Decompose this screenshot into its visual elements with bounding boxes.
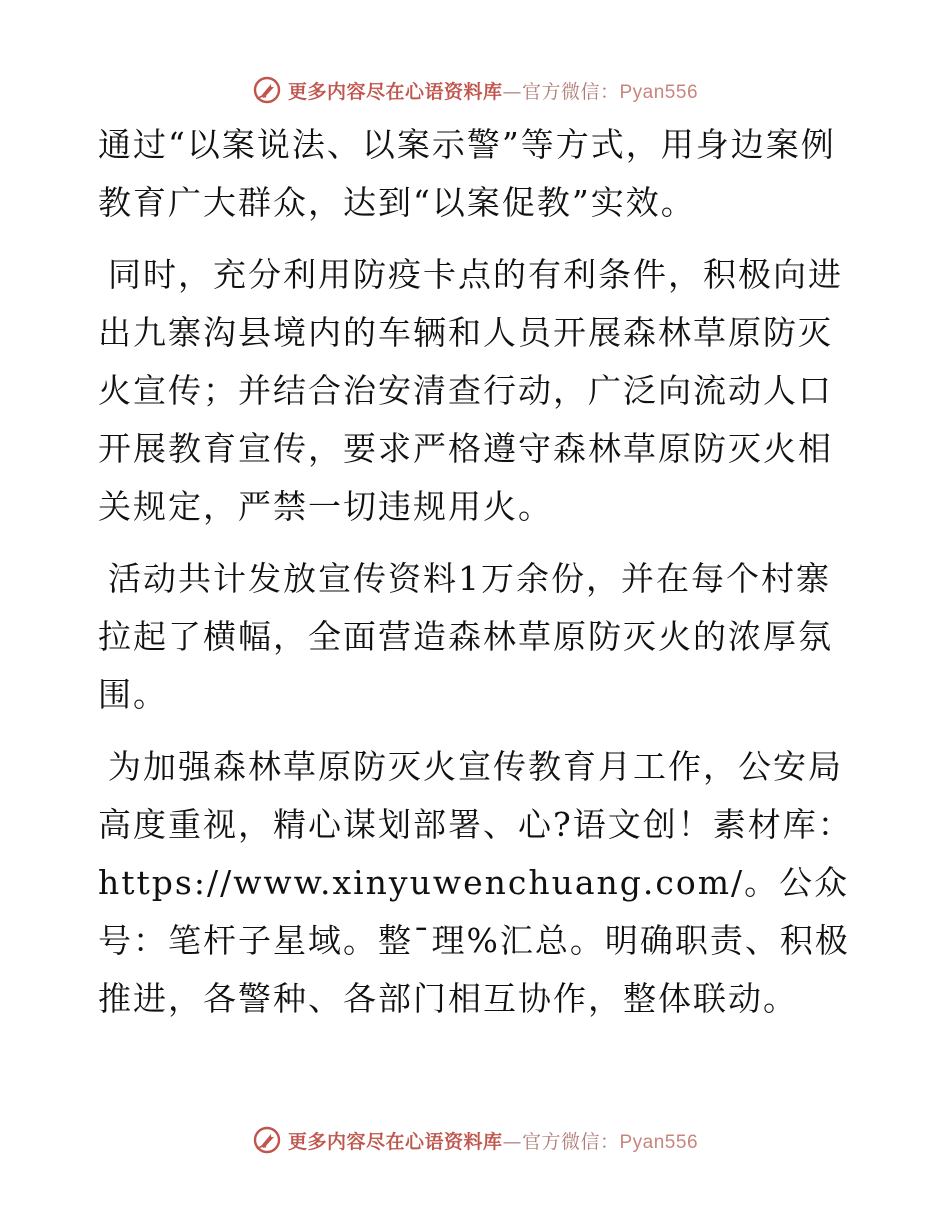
- watermark-brand: 更多内容尽在心语资料库: [287, 80, 503, 103]
- pen-nib-circle-icon: [252, 75, 282, 105]
- watermark-separator: —: [502, 1130, 522, 1153]
- paragraph-4: 为加强森林草原防灭火宣传教育月工作，公安局高度重视，精心谋划部署、心?语文创！素材库：https://www.xinyuwenchuang.com/。公众号：笔杆子星域。整¯理%汇总。明确职责、积极推进，各警种、各部门相互协作，整体联动。: [98, 747, 853, 1018]
- document-body: [98, 116, 858, 1042]
- footer-watermark: [0, 1122, 950, 1158]
- header-watermark: [0, 72, 950, 108]
- paragraph-2: 同时，充分利用防疫卡点的有利条件，积极向进出九寨沟县境内的车辆和人员开展森林草原防灭火宣传；并结合治安清查行动，广泛向流动人口开展教育宣传，要求严格遵守森林草原防灭火相关规定，严禁一切违规用火。: [98, 255, 843, 526]
- watermark-brand: 更多内容尽在心语资料库: [287, 1130, 503, 1153]
- watermark-wechat-id: Pyan556: [619, 81, 699, 103]
- watermark-label: 官方微信：: [521, 1130, 620, 1153]
- paragraph-3: 活动共计发放宣传资料1万余份，并在每个村寨拉起了横幅，全面营造森林草原防灭火的浓厚氛围。: [98, 559, 833, 714]
- watermark-text: [288, 1127, 698, 1154]
- watermark-text: [288, 77, 698, 104]
- watermark-separator: —: [502, 80, 522, 103]
- paragraph-1: 通过“以案说法、以案示警”等方式，用身边案例教育广大群众，达到“以案促教”实效。: [98, 125, 836, 222]
- pen-nib-circle-icon: [252, 1125, 282, 1155]
- watermark-wechat-id: Pyan556: [619, 1131, 699, 1153]
- watermark-label: 官方微信：: [521, 80, 620, 103]
